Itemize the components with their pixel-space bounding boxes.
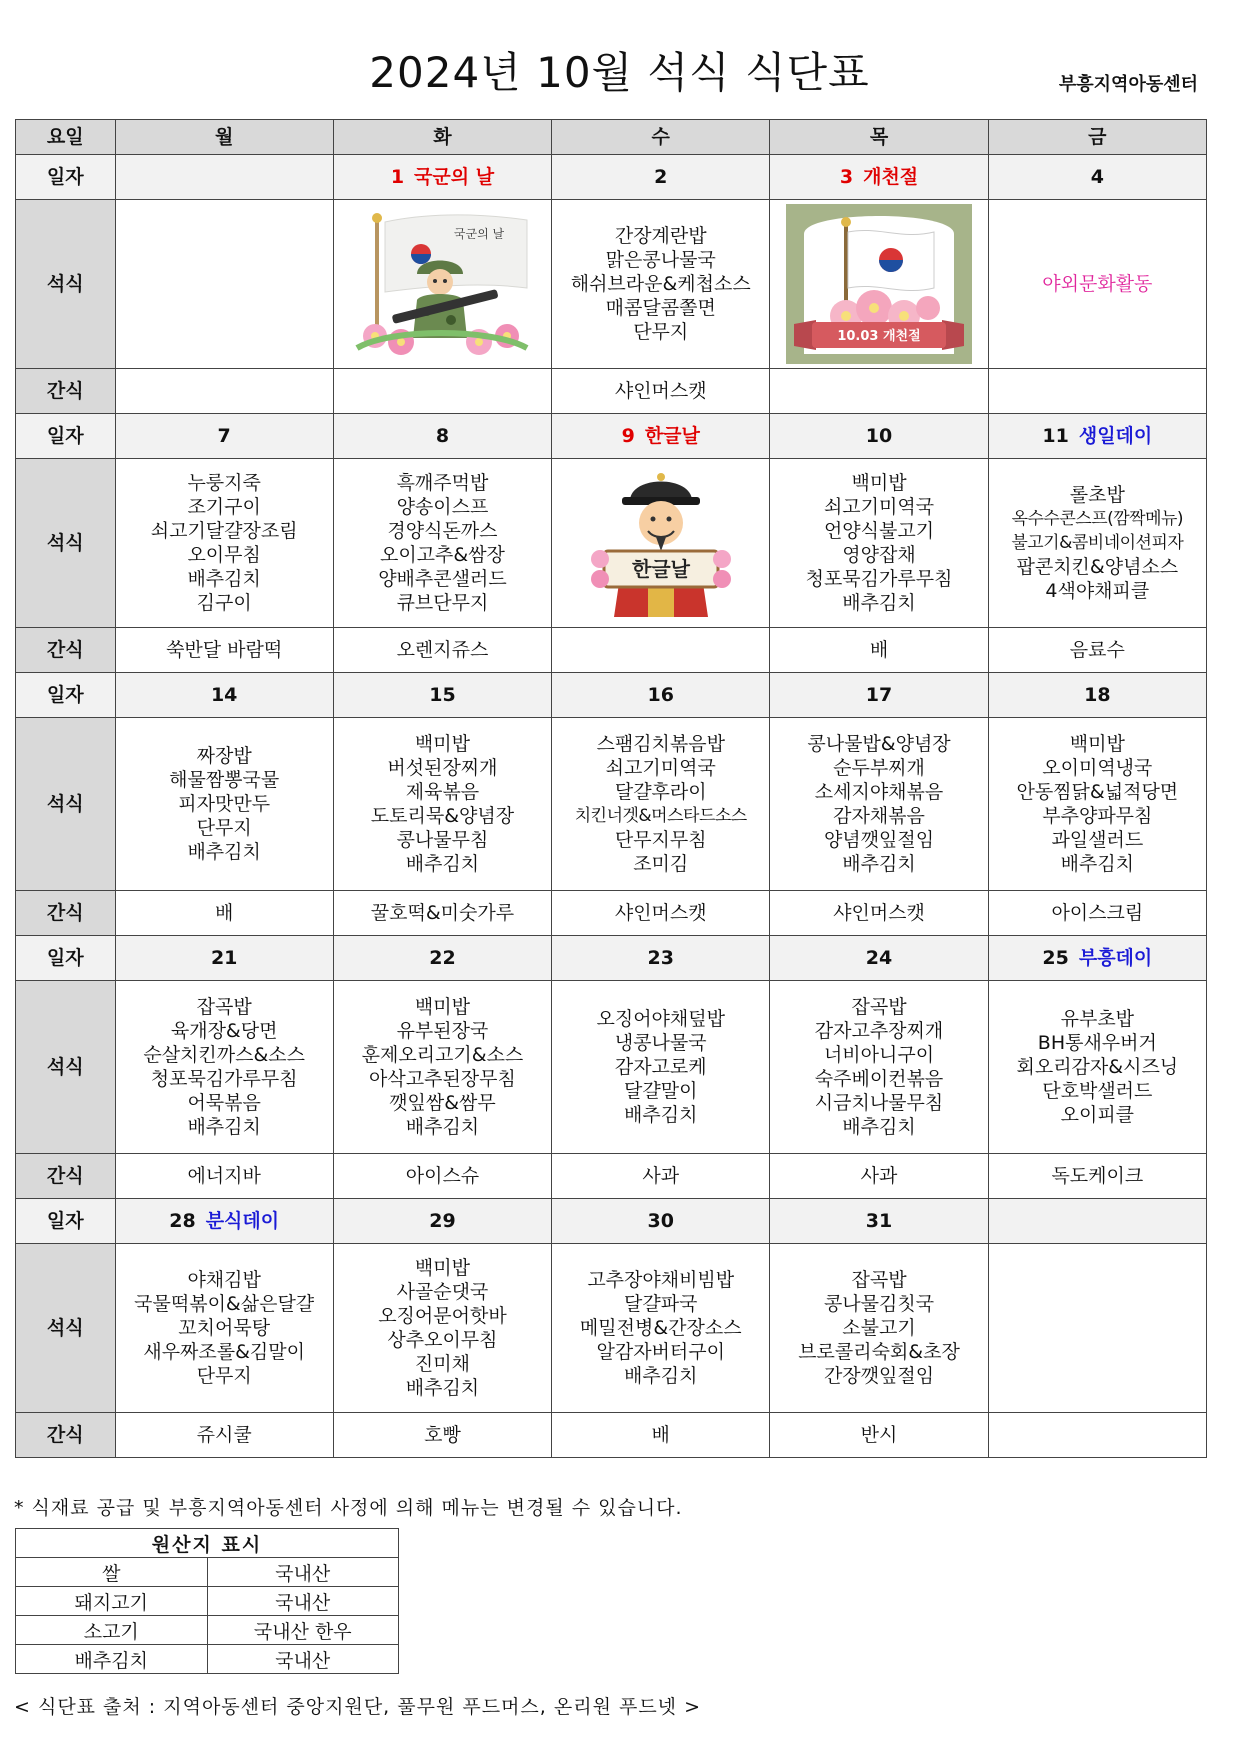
date-cell-fri (988, 936, 1206, 981)
snack-cell-fri (988, 369, 1206, 414)
menu-item: 너비아니구이 (823, 1044, 935, 1066)
menu-item: 순살치킨까스&소스 (143, 1044, 305, 1066)
menu-item: 감자고로케 (614, 1056, 707, 1078)
date-number: 8 (435, 425, 450, 447)
snack-row-label: 간식 (16, 891, 116, 936)
date-number: 24 (865, 947, 893, 969)
meal-cell-tue (333, 459, 551, 628)
menu-item: 롤초밥 (1069, 484, 1125, 506)
origin-row (16, 1645, 399, 1674)
meal-cell-wed (552, 200, 770, 369)
snack-cell-wed (552, 628, 770, 673)
date-cell-fri (988, 414, 1206, 459)
origin-row (16, 1558, 399, 1587)
menu-item: 단무지 (196, 817, 252, 839)
menu-item: 아삭고추된장무침 (369, 1068, 516, 1090)
menu-item: 배추김치 (187, 841, 261, 863)
snack-cell-mon: 배 (115, 891, 333, 936)
foundation-day-text: 10.03 개천절 (837, 329, 921, 344)
menu-item: 경양식돈까스 (387, 520, 498, 542)
meal-cell-tue (333, 1244, 551, 1413)
menu-item: 상추오이무침 (387, 1329, 498, 1351)
menu-item: 청포묵김가루무침 (150, 1068, 298, 1090)
menu-item: 오징어야채덮밥 (596, 1008, 725, 1030)
date-number: 22 (429, 947, 456, 969)
date-cell-thu (770, 673, 988, 718)
date-number: 29 (429, 1210, 456, 1232)
snack-cell-mon: 에너지바 (115, 1154, 333, 1199)
snack-cell-fri: 독도케이크 (988, 1154, 1206, 1199)
menu-item: 백미밥 (414, 733, 470, 755)
change-notice: * 식재료 공급 및 부흥지역아동센터 사정에 의해 메뉴는 변경될 수 있습니다. (14, 1497, 683, 1519)
origin-country: 국내산 (207, 1558, 399, 1587)
date-number: 9 (621, 425, 635, 447)
date-cell-mon (115, 414, 333, 459)
date-number: 3 (839, 166, 854, 188)
meal-cell-mon (115, 459, 333, 628)
snack-cell-mon (115, 369, 333, 414)
menu-item: 부추양파무침 (1042, 805, 1153, 827)
menu-item: 배추김치 (1060, 853, 1135, 875)
meal-cell-fri (988, 1244, 1206, 1413)
menu-item: 콩나물밥&양념장 (807, 733, 951, 755)
menu-item: 쇠고기미역국 (605, 757, 716, 779)
menu-item: 배추김치 (187, 1116, 261, 1138)
menu-item: 해물짬뽕국물 (169, 769, 280, 791)
weekday-mon: 월 (115, 120, 333, 155)
organization-name: 부흥지역아동센터 (1058, 74, 1198, 95)
menu-item: 흑깨주먹밥 (396, 472, 489, 494)
meal-cell-thu (770, 459, 988, 628)
origin-item: 쌀 (16, 1558, 208, 1587)
snack-row-label: 간식 (16, 628, 116, 673)
menu-item: 브로콜리숙회&초장 (798, 1341, 960, 1363)
menu-item: 소세지야채볶음 (814, 781, 944, 803)
meal-cell-thu (770, 1244, 988, 1413)
menu-item: 유부된장국 (396, 1020, 489, 1042)
menu-item: 단호박샐러드 (1042, 1080, 1153, 1102)
menu-item: 잡곡밥 (851, 996, 907, 1018)
origin-item: 돼지고기 (16, 1587, 208, 1616)
date-cell-thu (770, 155, 988, 200)
date-number: 31 (865, 1210, 893, 1232)
menu-item: 누룽지죽 (187, 472, 261, 494)
date-number: 23 (647, 947, 674, 969)
menu-item: 오징어문어핫바 (378, 1305, 507, 1327)
menu-item: 제육볶음 (405, 781, 480, 803)
date-number: 30 (647, 1210, 674, 1232)
menu-item: 사골순댓국 (396, 1281, 489, 1303)
menu-item: 훈제오리고기&소스 (361, 1044, 524, 1066)
menu-item: 어묵볶음 (187, 1092, 261, 1114)
menu-item: 배추김치 (624, 1365, 698, 1387)
menu-item: 배추김치 (842, 853, 916, 875)
date-number: 25 (1042, 947, 1069, 969)
meal-row-label: 석식 (16, 200, 116, 369)
snack-cell-wed: 샤인머스캣 (552, 891, 770, 936)
snack-cell-fri (988, 1413, 1206, 1458)
menu-item: 단무지 (196, 1365, 252, 1387)
menu-item: BH통새우버거 (1037, 1032, 1157, 1054)
snack-row (16, 1413, 1207, 1458)
menu-item: 큐브단무지 (396, 592, 489, 614)
date-event: 분식데이 (205, 1210, 280, 1232)
menu-item: 팝콘치킨&양념소스 (1016, 556, 1179, 578)
date-number: 15 (429, 684, 456, 706)
menu-item: 피자맛만두 (178, 793, 271, 815)
snack-cell-mon: 쑥반달 바람떡 (115, 628, 333, 673)
menu-item: 오이미역냉국 (1042, 757, 1153, 779)
menu-item: 소불고기 (842, 1317, 916, 1339)
date-number: 17 (865, 684, 893, 706)
menu-item: 조미김 (633, 853, 689, 875)
menu-item: 맑은콩나물국 (605, 249, 716, 271)
menu-item: 달걀말이 (624, 1080, 698, 1102)
hangul-day-illustration (586, 467, 736, 619)
menu-item: 야외문화활동 (1042, 273, 1153, 295)
snack-cell-tue: 오렌지쥬스 (333, 628, 551, 673)
date-cell-mon (115, 673, 333, 718)
date-cell-tue (333, 155, 551, 200)
date-event: 개천절 (863, 166, 919, 188)
date-cell-thu (770, 1199, 988, 1244)
menu-item: 불고기&콤비네이션피자 (1011, 533, 1184, 553)
snack-cell-fri: 아이스크림 (988, 891, 1206, 936)
snack-cell-tue: 호빵 (333, 1413, 551, 1458)
meal-row-label: 석식 (16, 981, 116, 1154)
meal-cell-thu (770, 981, 988, 1154)
meal-cell-tue (333, 981, 551, 1154)
menu-item: 쇠고기달걀장조림 (150, 520, 298, 542)
date-cell-mon (115, 936, 333, 981)
date-number: 1 (390, 166, 405, 188)
date-row (16, 414, 1207, 459)
date-cell-mon (115, 1199, 333, 1244)
menu-item: 치킨너겟&머스타드소스 (574, 806, 747, 826)
meal-row (16, 1244, 1207, 1413)
meal-row (16, 981, 1207, 1154)
menu-item: 배추김치 (405, 1377, 480, 1399)
date-number: 2 (654, 166, 668, 188)
menu-item: 회오리감자&시즈닝 (1016, 1056, 1179, 1078)
menu-item: 배추김치 (842, 1116, 916, 1138)
menu-item: 시금치나물무침 (814, 1092, 944, 1114)
menu-item: 짜장밥 (196, 745, 252, 767)
date-number: 16 (647, 684, 674, 706)
menu-item: 김구이 (196, 592, 252, 614)
snack-cell-thu: 샤인머스캣 (770, 891, 988, 936)
menu-item: 백미밥 (1069, 733, 1125, 755)
menu-item: 4색야채피클 (1045, 580, 1150, 602)
menu-item: 달걀후라이 (614, 781, 707, 803)
date-cell-thu (770, 936, 988, 981)
snack-cell-thu (770, 369, 988, 414)
menu-item: 과일샐러드 (1051, 829, 1144, 851)
menu-item: 백미밥 (414, 1257, 470, 1279)
date-number: 4 (1090, 166, 1104, 188)
date-cell-fri (988, 155, 1206, 200)
date-number: 18 (1084, 684, 1111, 706)
meal-cell-mon (115, 1244, 333, 1413)
origin-country: 국내산 (207, 1587, 399, 1616)
armed-forces-day-text: 국군의 날 (454, 227, 505, 241)
menu-item: 콩나물김칫국 (823, 1293, 935, 1315)
meal-row (16, 718, 1207, 891)
origin-row (16, 1587, 399, 1616)
origin-table (15, 1528, 399, 1674)
menu-item: 메밀전병&간장소스 (579, 1317, 742, 1339)
meal-cell-tue (333, 718, 551, 891)
menu-item: 해쉬브라운&케첩소스 (570, 273, 751, 295)
menu-item: 도토리묵&양념장 (370, 805, 515, 827)
weekday-thu: 목 (770, 120, 988, 155)
snack-row (16, 891, 1207, 936)
menu-item: 진미채 (414, 1353, 470, 1375)
date-row (16, 673, 1207, 718)
snack-row (16, 628, 1207, 673)
snack-row (16, 369, 1207, 414)
origin-row (16, 1616, 399, 1645)
menu-item: 고추장야채비빔밥 (587, 1269, 735, 1291)
snack-cell-wed: 샤인머스캣 (552, 369, 770, 414)
date-row (16, 936, 1207, 981)
origin-item: 배추김치 (16, 1645, 208, 1674)
menu-item: 단무지무침 (614, 829, 707, 851)
date-cell-mon (115, 155, 333, 200)
origin-title: 원산지 표시 (16, 1529, 399, 1558)
menu-item: 오이고추&쌈장 (379, 544, 505, 566)
menu-item: 간장계란밥 (614, 225, 707, 247)
hangul-day-text: 한글날 (631, 557, 690, 581)
menu-item: 냉콩나물국 (614, 1032, 707, 1054)
menu-item: 양배추콘샐러드 (378, 568, 507, 590)
page-title: 2024년 10월 석식 식단표 (369, 48, 870, 97)
meal-row-label: 석식 (16, 1244, 116, 1413)
menu-item: 배추김치 (624, 1104, 698, 1126)
date-cell-tue (333, 414, 551, 459)
menu-item: 배추김치 (187, 568, 261, 590)
menu-table (15, 119, 1207, 1458)
menu-item: 알감자버터구이 (596, 1341, 725, 1363)
origin-country: 국내산 (207, 1645, 399, 1674)
meal-cell-wed (552, 1244, 770, 1413)
meal-cell-wed (552, 459, 770, 628)
date-event: 한글날 (644, 425, 700, 447)
menu-item: 콩나물무침 (396, 829, 489, 851)
menu-item: 꼬치어묵탕 (178, 1317, 271, 1339)
meal-cell-fri (988, 718, 1206, 891)
weekday-label: 요일 (16, 120, 116, 155)
menu-item: 영양잡채 (842, 544, 916, 566)
menu-item: 양념깻잎절임 (823, 829, 935, 851)
menu-item: 순두부찌개 (833, 757, 925, 779)
snack-row-label: 간식 (16, 1413, 116, 1458)
meal-row-label: 석식 (16, 718, 116, 891)
menu-item: 양송이스프 (396, 496, 489, 518)
meal-row-label: 석식 (16, 459, 116, 628)
meal-cell-mon (115, 718, 333, 891)
meal-cell-thu (770, 200, 988, 369)
date-cell-tue (333, 1199, 551, 1244)
menu-item: 배추김치 (842, 592, 916, 614)
menu-item: 단무지 (633, 321, 689, 343)
menu-item: 언양식불고기 (823, 520, 935, 542)
armed-forces-day-illustration (351, 208, 533, 360)
date-cell-fri (988, 1199, 1206, 1244)
snack-cell-wed: 배 (552, 1413, 770, 1458)
menu-item: 간장깻잎절임 (823, 1365, 935, 1387)
menu-item: 조기구이 (187, 496, 261, 518)
meal-row (16, 459, 1207, 628)
menu-item: 배추김치 (405, 1116, 480, 1138)
menu-item: 백미밥 (414, 996, 470, 1018)
menu-item: 잡곡밥 (196, 996, 252, 1018)
date-number: 21 (210, 947, 238, 969)
snack-cell-tue: 꿀호떡&미숫가루 (333, 891, 551, 936)
meal-cell-wed (552, 981, 770, 1154)
menu-item: 매콤달콤쫄면 (605, 297, 716, 319)
meal-cell-thu (770, 718, 988, 891)
snack-cell-thu: 배 (770, 628, 988, 673)
date-number: 7 (217, 425, 231, 447)
date-row-label: 일자 (16, 1199, 116, 1244)
snack-cell-mon: 쥬시쿨 (115, 1413, 333, 1458)
meal-cell-fri (988, 459, 1206, 628)
menu-item: 잡곡밥 (851, 1269, 907, 1291)
snack-cell-thu: 반시 (770, 1413, 988, 1458)
date-cell-wed (552, 1199, 770, 1244)
snack-cell-wed: 사과 (552, 1154, 770, 1199)
snack-cell-fri: 음료수 (988, 628, 1206, 673)
date-row-label: 일자 (16, 414, 116, 459)
weekday-header-row (16, 120, 1207, 155)
menu-item: 청포묵김가루무침 (805, 568, 953, 590)
menu-item: 백미밥 (851, 472, 907, 494)
date-event: 생일데이 (1078, 425, 1153, 447)
menu-item: 달걀파국 (624, 1293, 698, 1315)
snack-row-label: 간식 (16, 1154, 116, 1199)
date-number: 11 (1042, 425, 1069, 447)
origin-item: 소고기 (16, 1616, 208, 1645)
menu-item: 국물떡볶이&삶은달걀 (134, 1293, 315, 1315)
date-cell-thu (770, 414, 988, 459)
date-event: 부흥데이 (1078, 947, 1153, 969)
date-row-label: 일자 (16, 155, 116, 200)
date-row (16, 155, 1207, 200)
date-number: 28 (169, 1210, 196, 1232)
menu-item: 버섯된장찌개 (387, 757, 498, 779)
date-cell-fri (988, 673, 1206, 718)
menu-item: 오이피클 (1060, 1104, 1135, 1126)
date-cell-wed (552, 673, 770, 718)
menu-item: 감자고추장찌개 (814, 1020, 944, 1042)
foundation-day-illustration (786, 204, 972, 364)
menu-item: 옥수수콘스프(깜짝메뉴) (1011, 509, 1184, 529)
date-event: 국군의 날 (414, 166, 495, 188)
meal-cell-tue (333, 200, 551, 369)
menu-item: 감자채볶음 (833, 805, 925, 827)
meal-row (16, 200, 1207, 369)
weekday-fri: 금 (988, 120, 1206, 155)
date-number: 14 (210, 684, 238, 706)
weekday-wed: 수 (552, 120, 770, 155)
menu-item: 안동찜닭&넓적당면 (1016, 781, 1179, 803)
date-cell-wed (552, 155, 770, 200)
date-row-label: 일자 (16, 936, 116, 981)
meal-cell-wed (552, 718, 770, 891)
menu-item: 배추김치 (405, 853, 480, 875)
snack-cell-tue (333, 369, 551, 414)
date-row-label: 일자 (16, 673, 116, 718)
menu-item: 새우짜조롤&김말이 (143, 1341, 305, 1363)
menu-item: 숙주베이컨볶음 (814, 1068, 944, 1090)
menu-item: 쇠고기미역국 (823, 496, 935, 518)
menu-item: 오이무침 (187, 544, 261, 566)
date-cell-wed (552, 936, 770, 981)
meal-cell-fri (988, 200, 1206, 369)
date-cell-wed (552, 414, 770, 459)
meal-cell-mon (115, 981, 333, 1154)
snack-row (16, 1154, 1207, 1199)
origin-country: 국내산 한우 (207, 1616, 399, 1645)
snack-cell-tue: 아이스슈 (333, 1154, 551, 1199)
date-row (16, 1199, 1207, 1244)
date-cell-tue (333, 936, 551, 981)
menu-item: 유부초밥 (1060, 1008, 1135, 1030)
date-cell-tue (333, 673, 551, 718)
snack-row-label: 간식 (16, 369, 116, 414)
menu-item: 육개장&당면 (170, 1020, 278, 1042)
snack-cell-thu: 사과 (770, 1154, 988, 1199)
menu-source: < 식단표 출처 : 지역아동센터 중앙지원단, 풀무원 푸드머스, 온리원 푸드넷 > (14, 1696, 701, 1718)
weekday-tue: 화 (333, 120, 551, 155)
date-number: 10 (865, 425, 893, 447)
meal-cell-mon (115, 200, 333, 369)
meal-cell-fri (988, 981, 1206, 1154)
menu-item: 깻잎쌈&쌈무 (389, 1092, 496, 1114)
menu-item: 스팸김치볶음밥 (596, 733, 725, 755)
menu-item: 야채김밥 (187, 1269, 261, 1291)
